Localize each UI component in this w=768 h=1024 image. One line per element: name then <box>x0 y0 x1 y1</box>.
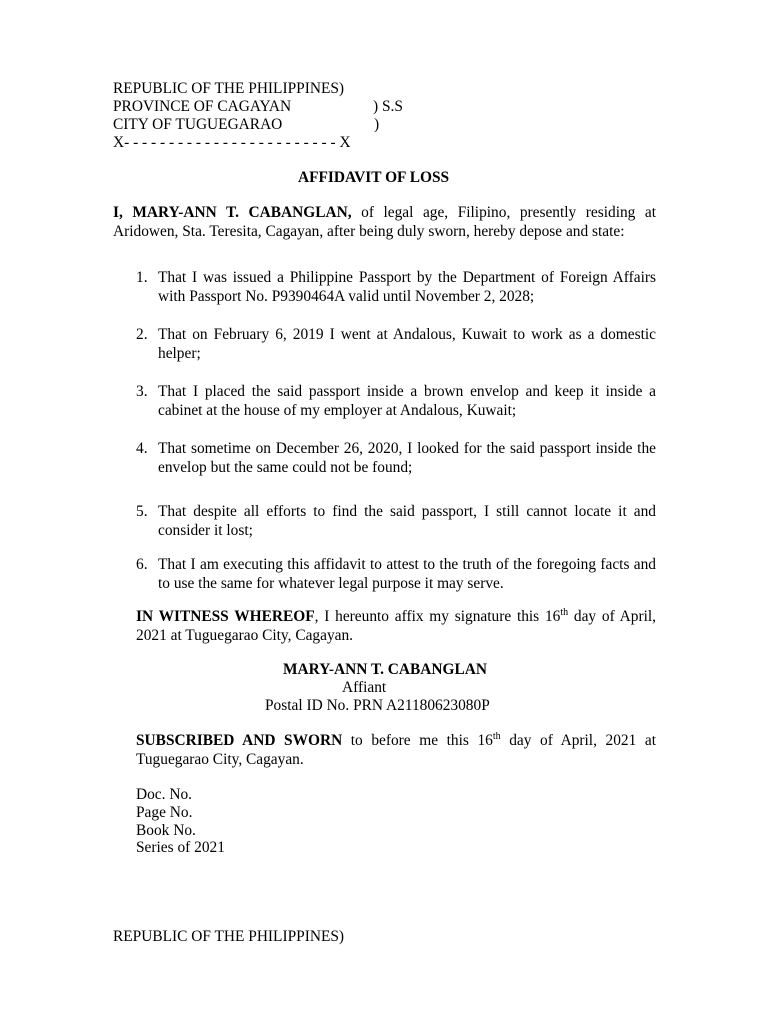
affiant-name-intro: MARY-ANN T. CABANGLAN, <box>132 204 352 221</box>
header-city-paren: ) <box>374 116 380 133</box>
header-city: CITY OF TUGUEGARAO <box>113 116 283 133</box>
item-number: 4. <box>136 440 148 457</box>
next-header-republic: REPUBLIC OF THE PHILIPPINES) <box>113 928 345 945</box>
item-text: That I am executing this affidavit to attest to the truth of the foregoing facts and to use the same for whatever legal purpose it may serve. <box>158 556 656 592</box>
item-number: 6. <box>136 556 148 573</box>
subscribed-text-2: day of April, 2021 at Tuguegarao City, Cagayan. <box>136 732 656 768</box>
witness-sup: th <box>560 606 569 618</box>
witness-text-2: day of April, 2021 at Tuguegarao City, Cagayan. <box>136 608 656 644</box>
header-province: PROVINCE OF CAGAYAN <box>113 98 292 115</box>
item-number: 5. <box>136 503 148 520</box>
book-no: Book No. <box>136 822 196 839</box>
item-text: That on February 6, 2019 I went at Andalous, Kuwait to work as a domestic helper; <box>158 326 656 362</box>
item-text: That despite all efforts to find the said passport, I still cannot locate it and consider it lost; <box>158 503 656 539</box>
subscribed-text-1: to before me this 16 <box>342 732 493 749</box>
witness-bold: IN WITNESS WHEREOF <box>136 608 315 625</box>
item-text: That sometime on December 26, 2020, I looked for the said passport inside the envelop but the same could not be found; <box>158 440 656 476</box>
item-number: 3. <box>136 383 148 400</box>
page-no: Page No. <box>136 804 193 821</box>
series-no: Series of 2021 <box>136 839 225 856</box>
header-republic: REPUBLIC OF THE PHILIPPINES) <box>113 80 345 97</box>
item-number: 2. <box>136 326 148 343</box>
witness-text-1: , I hereunto affix my signature this 16 <box>314 608 561 625</box>
affiant-postal-id: Postal ID No. PRN A21180623080P <box>265 697 490 714</box>
item-text: That I placed the said passport inside a brown envelop and keep it inside a cabinet at the house of my employer at Andalous, Kuwait; <box>158 383 656 419</box>
subscribed-paragraph <box>136 731 656 769</box>
header-x-line: X- - - - - - - - - - - - - - - - - - - - - - - - X <box>113 134 351 151</box>
subscribed-bold: SUBSCRIBED AND SWORN <box>136 732 343 749</box>
doc-no: Doc. No. <box>136 786 192 803</box>
document-title: AFFIDAVIT OF LOSS <box>298 169 450 186</box>
subscribed-sup: th <box>492 730 501 742</box>
witness-paragraph <box>136 607 656 645</box>
intro-paragraph <box>113 203 656 241</box>
intro-text: of legal age, Filipino, presently residing at Aridowen, Sta. Teresita, Cagayan, after being duly sworn, hereby depose and state: <box>113 204 657 240</box>
affiant-name: MARY-ANN T. CABANGLAN <box>283 661 487 678</box>
affiant-role: Affiant <box>342 679 387 696</box>
intro-prefix: I, <box>113 204 133 221</box>
header-ss: ) S.S <box>373 98 403 115</box>
item-text: That I was issued a Philippine Passport by the Department of Foreign Affairs with Passport No. P9390464A valid until November 2, 2028; <box>158 269 656 305</box>
item-number: 1. <box>136 269 148 286</box>
